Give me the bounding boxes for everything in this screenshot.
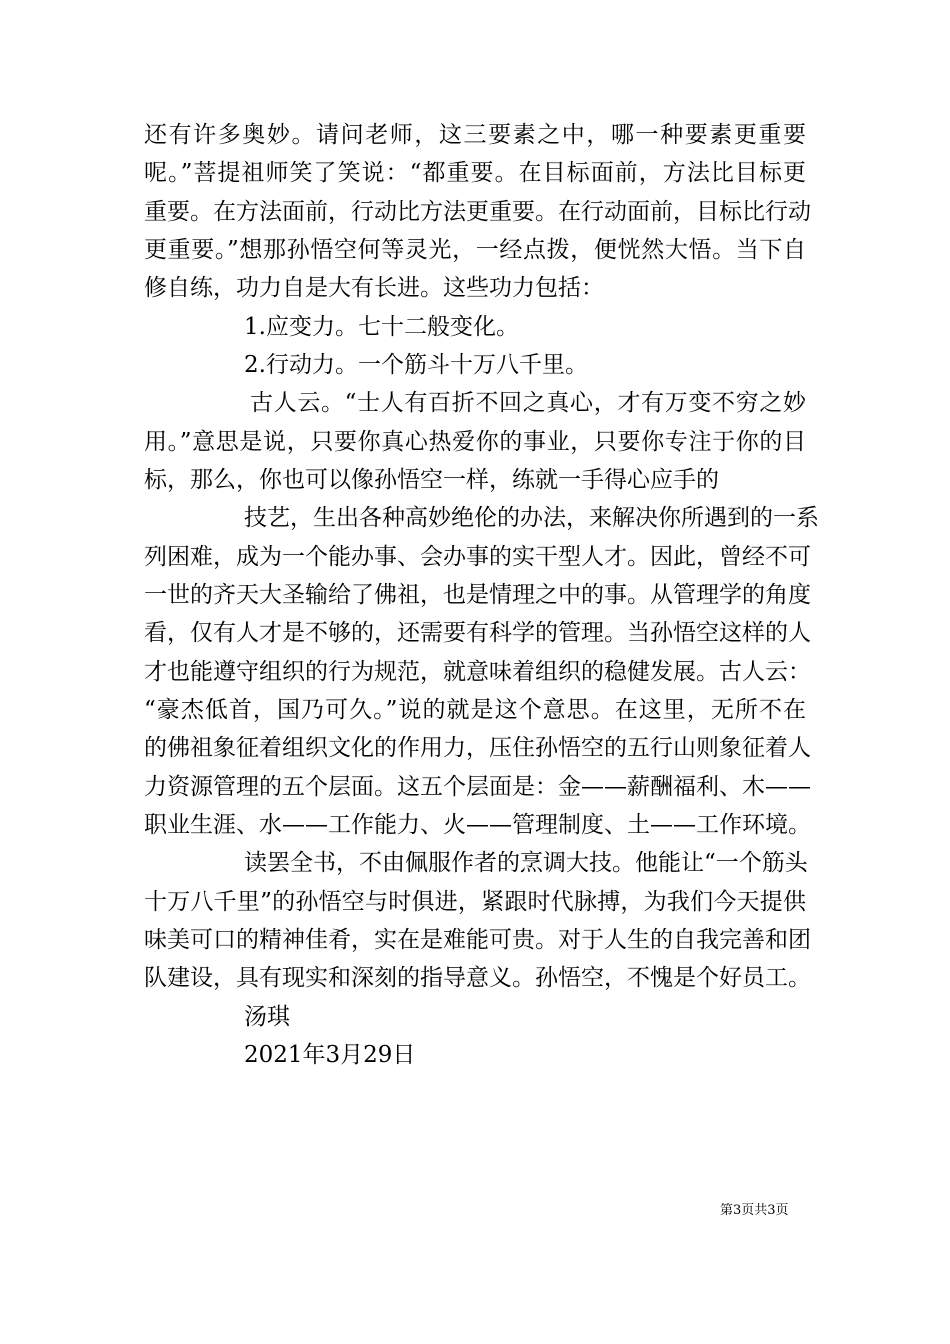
- body-text-line: 修自练，功力自是大有长进。这些功力包括：: [144, 275, 604, 301]
- body-text-line: 用。”意思是说，只要你真心热爱你的事业，只要你专注于你的目: [144, 429, 806, 455]
- body-text-line: 味美可口的精神佳肴，实在是难能可贵。对于人生的自我完善和团: [144, 927, 811, 953]
- paragraph-start-line: 技艺，生出各种高妙绝伦的办法，来解决你所遇到的一系: [244, 505, 819, 531]
- body-text-line: 职业生涯、水——工作能力、火——管理制度、土——工作环境。: [144, 812, 811, 838]
- page-number-footer: 第3页共3页: [720, 1203, 789, 1218]
- body-text-line: 列困难，成为一个能办事、会办事的实干型人才。因此，曾经不可: [144, 544, 811, 570]
- body-text-line: 队建设，具有现实和深刻的指导意义。孙悟空，不愧是个好员工。: [144, 965, 811, 991]
- body-text-line: 更重要。”想那孙悟空何等灵光，一经点拨，便恍然大悟。当下自: [144, 237, 806, 263]
- paragraph-start-line: 读罢全书，不由佩服作者的烹调大技。他能让“一个筋头: [244, 850, 808, 876]
- body-text-line: 一世的齐天大圣输给了佛祖，也是情理之中的事。从管理学的角度: [144, 582, 811, 608]
- body-text-line: 还有许多奥妙。请问老师，这三要素之中，哪一种要素更重要: [144, 122, 806, 148]
- author-name: 汤琪: [244, 1004, 290, 1030]
- body-text-line: 看，仅有人才是不够的，还需要有科学的管理。当孙悟空这样的人: [144, 620, 811, 646]
- body-text-line: 的佛祖象征着组织文化的作用力，压住孙悟空的五行山则象征着人: [144, 735, 811, 761]
- body-text-line: 才也能遵守组织的行为规范，就意味着组织的稳健发展。古人云：: [144, 659, 811, 685]
- body-text-line: 十万八千里”的孙悟空与时俱进，紧跟时代脉搏，为我们今天提供: [144, 889, 806, 915]
- document-date: 2021年3月29日: [244, 1042, 416, 1068]
- body-text-line: 力资源管理的五个层面。这五个层面是：金——薪酬福利、木——: [144, 774, 811, 800]
- paragraph-start-line: 古人云。“士人有百折不回之真心，才有万变不穷之妙: [250, 390, 806, 416]
- list-item: 2.行动力。一个筋斗十万八千里。: [244, 352, 588, 378]
- body-text-line: “豪杰低首，国乃可久。”说的就是这个意思。在这里，无所不在: [144, 697, 806, 723]
- list-item: 1.应变力。七十二般变化。: [244, 314, 519, 340]
- body-text-line: 重要。在方法面前，行动比方法更重要。在行动面前，目标比行动: [144, 199, 811, 225]
- body-text-line: 标，那么，你也可以像孙悟空一样，练就一手得心应手的: [144, 467, 719, 493]
- body-text-line: 呢。”菩提祖师笑了笑说：“都重要。在目标面前，方法比目标更: [144, 160, 806, 186]
